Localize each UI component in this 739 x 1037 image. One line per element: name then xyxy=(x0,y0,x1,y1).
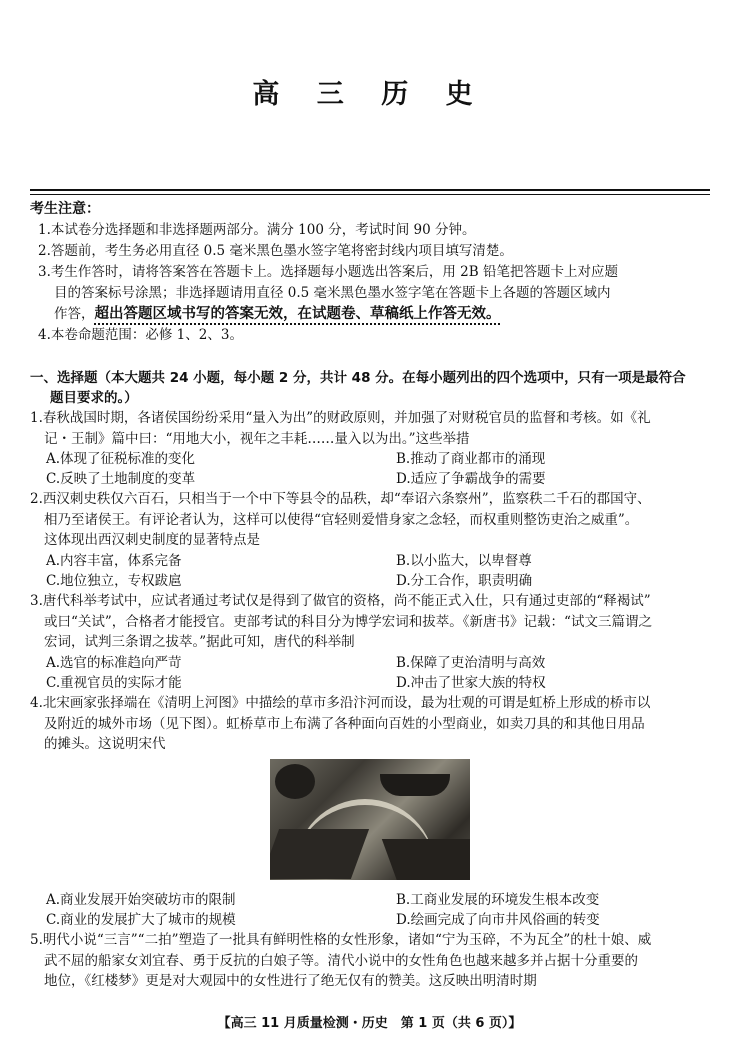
question-1-line2: 记・王制》篇中曰：“用地大小，视年之丰耗……量入以为出。”这些举措 xyxy=(44,430,470,447)
question-2 xyxy=(30,489,712,551)
question-3-line1: 3.唐代科举考试中，应试者通过考试仅是得到了做官的资格，尚不能正式入仕，只有通过吏部的“释褐试” xyxy=(30,593,651,609)
painting-tree xyxy=(275,764,315,799)
qingming-painting-image xyxy=(270,759,470,880)
q1-option-b: B.推动了商业都市的涌现 xyxy=(396,451,546,467)
section-heading-line2: 题目要求的。） xyxy=(50,390,138,406)
q4-option-b: B.工商业发展的环境发生根本改变 xyxy=(396,892,600,908)
notice-emphasis: 超出答题区域书写的答案无效，在试题卷、草稿纸上作答无效。 xyxy=(94,306,501,322)
question-5 xyxy=(30,930,712,992)
section-heading xyxy=(30,368,712,408)
exam-notice xyxy=(30,199,712,346)
question-4-line1: 4.北宋画家张择端在《清明上河图》中描绘的草市多沿汴河而设，最为壮观的可谓是虹桥上形成的桥市以 xyxy=(30,695,651,711)
question-5-line1: 5.明代小说“三言”“二拍”塑造了一批具有鲜明性格的女性形象，诸如“宁为玉碎，不为瓦全”的杜十娘、威 xyxy=(30,932,652,948)
painting-roof-right xyxy=(382,839,470,880)
notice-item-1: 1.本试卷分选择题和非选择题两部分。满分 100 分，考试时间 90 分钟。 xyxy=(38,222,476,238)
q3-option-c: C.重视官员的实际才能 xyxy=(46,675,182,691)
question-3-line2: 或曰“关试”，合格者才能授官。吏部考试的科目分为博学宏词和拔萃。《新唐书》记载：“试文三篇谓之 xyxy=(44,613,652,630)
q2-option-b: B.以小监大，以卑督尊 xyxy=(396,553,532,569)
question-4 xyxy=(30,693,712,755)
q3-option-d: D.冲击了世家大族的特权 xyxy=(396,675,546,691)
question-2-line2: 相乃至诸侯王。有评论者认为，这样可以使得“官轻则爱惜身家之念轻，而权重则整饬吏治之威重”。 xyxy=(44,511,639,528)
q1-option-d: D.适应了争霸战争的需要 xyxy=(396,471,546,487)
question-3-line3: 宏词，试判三条谓之拔萃。”据此可知，唐代的科举制 xyxy=(44,634,355,650)
q1-option-a: A.体现了征税标准的变化 xyxy=(46,451,196,467)
q4-option-c: C.商业的发展扩大了城市的规模 xyxy=(46,912,236,928)
question-4-line2: 及附近的城外市场（见下图）。虹桥草市上布满了各种面向百姓的小型商业，如卖刀具的和其他日用品 xyxy=(44,715,645,732)
page-footer: 【高三 11 月质量检测・历史 第 1 页（共 6 页）】 xyxy=(217,1016,522,1031)
notice-item-3-text: 作答， xyxy=(54,306,95,322)
notice-item-3-cont: 目的答案标号涂黑；非选择题请用直径 0.5 毫米黑色墨水签字笔在答题卡上各题的答题区域内 xyxy=(54,285,611,301)
notice-item-3-cont2 xyxy=(30,304,712,325)
question-5-line3: 地位，《红楼梦》更是对大观园中的女性进行了绝无仅有的赞美。这反映出明清时期 xyxy=(44,973,537,989)
notice-item-2: 2.答题前，考生务必用直径 0.5 毫米黑色墨水签字笔将密封线内项目填写清楚。 xyxy=(38,243,513,259)
question-2-line3: 这体现出西汉刺史制度的显著特点是 xyxy=(44,532,260,548)
notice-item-4: 4.本卷命题范围：必修 1、2、3。 xyxy=(38,327,243,343)
q4-option-a: A.商业发展开始突破坊市的限制 xyxy=(46,892,236,908)
q4-option-d: D.绘画完成了向市井风俗画的转变 xyxy=(396,912,600,928)
section-heading-line1: 一、选择题（本大题共 24 小题，每小题 2 分，共计 48 分。在每小题列出的四个选项中，只有一项是最符合 xyxy=(30,370,686,386)
q3-option-b: B.保障了吏治清明与高效 xyxy=(396,655,546,671)
question-4-line3: 的摊头。这说明宋代 xyxy=(44,736,166,752)
question-1-line1: 1.春秋战国时期，各诸侯国纷纷采用“量入为出”的财政原则，并加强了对财税官员的监督和考核。如《礼 xyxy=(30,410,651,426)
q1-option-c: C.反映了土地制度的变革 xyxy=(46,471,196,487)
question-2-line1: 2.西汉刺史秩仅六百石，只相当于一个中下等县令的品秩，却“奉诏六条察州”，监察秩二千石的郡国守、 xyxy=(30,491,651,507)
q2-option-a: A.内容丰富，体系完备 xyxy=(46,553,182,569)
q2-option-d: D.分工合作，职责明确 xyxy=(396,573,533,589)
q3-option-a: A.选官的标准趋向严苛 xyxy=(46,655,182,671)
header-rule-thick xyxy=(30,189,710,191)
header-rule-thin xyxy=(30,194,710,195)
notice-heading: 考生注意： xyxy=(30,201,100,217)
question-1 xyxy=(30,408,712,449)
question-5-line2: 武不屈的船家女刘宜春、勇于反抗的白娘子等。清代小说中的女性角色也越来越多并占据十分重要的 xyxy=(44,952,638,969)
page-title: 高 三 历 史 xyxy=(252,79,487,110)
question-3 xyxy=(30,591,712,653)
notice-item-3: 3.考生作答时，请将答案答在答题卡上。选择题每小题选出答案后，用 2B 铅笔把答题卡上对应题 xyxy=(38,264,618,280)
painting-boat xyxy=(380,774,450,796)
q2-option-c: C.地位独立，专权跋扈 xyxy=(46,573,182,589)
